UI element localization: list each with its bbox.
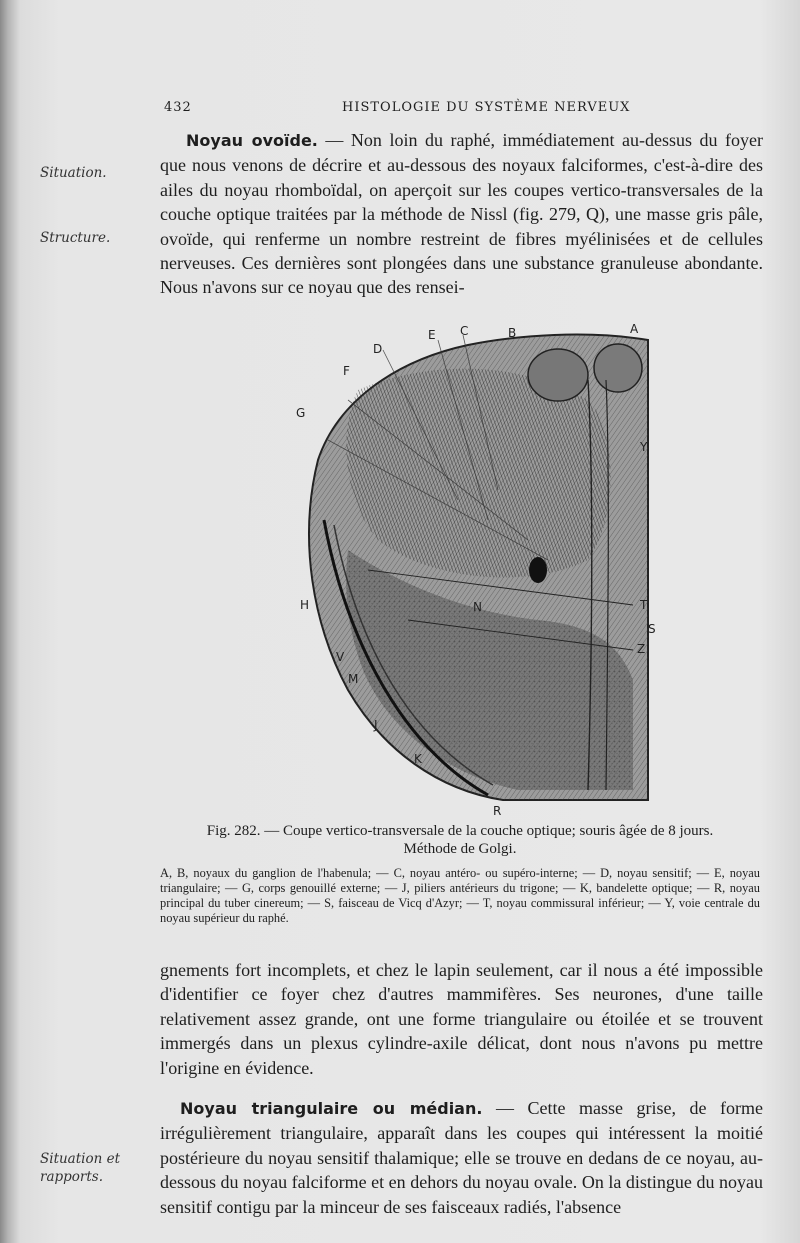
figure-legend: A, B, noyaux du ganglion de l'habenula; — C, noyau antéro- ou supéro-interne; — D, noyau sensitif; — E, noyau triangulaire; — G, corps genouillé externe; — J, piliers antérieurs du trigone; — K, bandelette optique; — R, noyau principal du tuber cinereum; — S, faisceau de Vicq d'Azyr; — T, noyau commissural inférieur; — Y, voie centrale du noyau supérieur du raphé. [160, 866, 760, 925]
margin-note-situation-rapports-1: Situation et [40, 1151, 121, 1167]
habenula-nucleus-b [528, 349, 588, 401]
fig-label-b: B [508, 326, 517, 340]
fig-label-a: A [630, 322, 639, 336]
fig-label-y: Y [640, 440, 648, 454]
dark-nucleus-spot [529, 557, 547, 583]
paragraph-text: — Cette masse grise, de forme irrégulièrement triangulaire, apparaît dans les coupes qui intéressent la moitié postérieure du noyau sensitif thalamique; elle se trouve en dedans de ce noyau, au-dessous du noyau falciforme et en dehors du noyau ovale. On la distingue du noyau sensitif contigu par la minceur de ses faisceaux radiés, l'absence [160, 1098, 764, 1217]
fig-label-r: R [493, 804, 502, 818]
thalamus-section-drawing [288, 320, 660, 820]
figure-282 [288, 320, 660, 820]
running-title: HISTOLOGIE DU SYSTÈME NERVEUX [342, 100, 631, 115]
caption-line-1: Fig. 282. — Coupe vertico-transversale de la couche optique; souris âgée de 8 jours. [206, 823, 714, 839]
fig-label-t: T [640, 598, 648, 612]
fig-label-e: E [428, 328, 436, 342]
page-number: 432 [164, 100, 192, 115]
section-heading-noyau-triangulaire: Noyau triangulaire ou médian. [180, 1099, 483, 1118]
caption-line-2: Méthode de Golgi. [403, 841, 517, 857]
margin-note-situation-rapports-2: rapports. [40, 1169, 104, 1185]
figure-caption [160, 822, 760, 858]
paragraph-noyau-ovoide [160, 128, 763, 300]
fig-label-n: N [473, 600, 482, 614]
fig-label-h: H [300, 598, 310, 612]
paragraph-text: — Non loin du raphé, immédiatement au-dessus du foyer que nous venons de décrire et au-dessous des noyaux falciformes, c'est-à-dire des ailes du noyau rhomboïdal, on aperçoit sur les coupes vertico-transversales de la couche optique traitées par la méthode de Nissl (fig. 279, Q), une masse gris pâle, ovoïde, qui renferme un nombre restreint de fibres myélinisées et de cellules nerveuses. Ces dernières sont plongées dans une substance granuleuse abondante. Nous n'avons sur ce noyau que des rensei- [160, 130, 763, 298]
fig-label-d: D [373, 342, 383, 356]
habenula-nucleus-a [594, 344, 642, 392]
paragraph-continuation: gnements fort incomplets, et chez le lapin seulement, car il nous a été impossible d'identifier ce foyer chez d'autres mammifères. Ses neurones, d'une taille relativement assez grande, ont une forme triangulaire ou étoilée et se trouvent immergés dans un plexus cylindre-axile délicat, dont nous n'avons pu mettre l'origine en évidence. [160, 960, 763, 1078]
fig-label-z: Z [637, 642, 646, 656]
fig-label-k: K [414, 752, 422, 766]
fig-label-m: M [348, 672, 359, 686]
margin-note-situation: Situation. [40, 165, 107, 181]
margin-note-structure: Structure. [40, 230, 111, 246]
page-header [164, 100, 784, 120]
fig-label-c: C [460, 324, 469, 338]
paragraph-noyau-triangulaire [160, 1096, 763, 1219]
section-heading-noyau-ovoide: Noyau ovoïde. [186, 131, 318, 150]
fig-label-s: S [648, 622, 656, 636]
fig-label-f: F [343, 364, 350, 378]
fig-label-v: V [336, 650, 345, 664]
fig-label-g: G [296, 406, 306, 420]
fig-label-j: J [374, 718, 378, 732]
